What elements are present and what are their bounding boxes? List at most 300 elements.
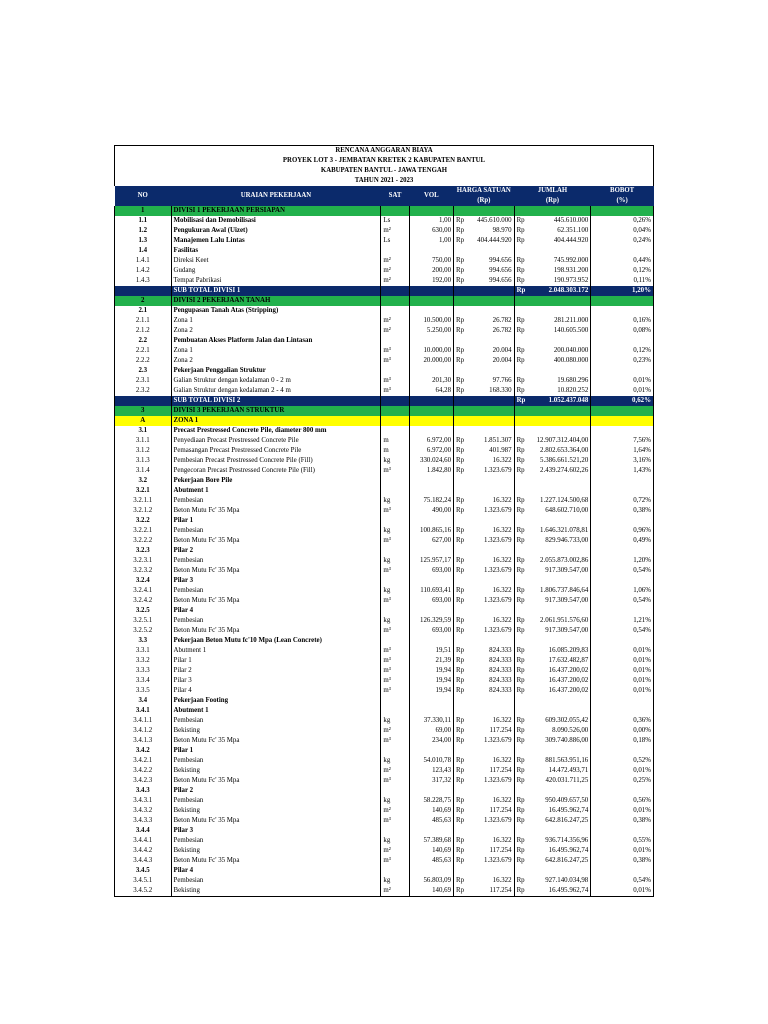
unit-price-currency xyxy=(454,246,470,256)
item-description: Pilar 4 xyxy=(171,606,381,616)
item-unit xyxy=(381,786,409,796)
total-currency: Rp xyxy=(516,457,525,464)
item-weight xyxy=(591,546,654,556)
item-description: Bekisting xyxy=(171,846,381,856)
table-row xyxy=(115,786,654,796)
total-amount: 2.802.653.364,00 xyxy=(528,446,591,456)
item-weight: 0,00% xyxy=(591,726,654,736)
total-amount xyxy=(528,866,591,876)
header-harga: HARGA SATUAN xyxy=(454,186,515,196)
item-unit: kg xyxy=(381,496,409,506)
item-weight xyxy=(591,826,654,836)
item-description: DIVISI 3 PEKERJAAN STRUKTUR xyxy=(171,406,381,416)
item-description: Abutment 1 xyxy=(171,646,381,656)
unit-price-currency: Rp xyxy=(456,817,465,824)
unit-price-currency xyxy=(454,826,470,836)
total-currency: Rp xyxy=(516,797,525,804)
item-unit xyxy=(381,476,409,486)
item-weight: 7,56% xyxy=(591,436,654,446)
total-amount: 200.040.000 xyxy=(528,346,591,356)
item-volume xyxy=(409,546,453,556)
item-unit xyxy=(381,486,409,496)
unit-price: 824.333 xyxy=(470,676,514,686)
item-volume: 627,00 xyxy=(409,536,453,546)
total-amount xyxy=(528,426,591,436)
total-amount xyxy=(528,296,591,306)
item-volume: 201,30 xyxy=(409,376,453,386)
total-currency: Rp xyxy=(516,327,525,334)
item-unit xyxy=(381,206,409,216)
item-unit: m³ xyxy=(381,566,409,576)
unit-price-currency xyxy=(454,636,470,646)
unit-price-currency: Rp xyxy=(456,647,465,654)
item-description: Direksi Keet xyxy=(171,256,381,266)
item-weight: 0,38% xyxy=(591,816,654,826)
item-number: 3.4.4 xyxy=(115,826,172,836)
unit-price-currency: Rp xyxy=(456,837,465,844)
total-amount: 917.309.547,00 xyxy=(528,626,591,636)
unit-price-currency: Rp xyxy=(456,857,465,864)
item-weight: 1,43% xyxy=(591,466,654,476)
item-weight: 1,06% xyxy=(591,586,654,596)
total-currency: Rp xyxy=(516,817,525,824)
unit-price: 994.656 xyxy=(470,276,514,286)
unit-price-currency: Rp xyxy=(456,757,465,764)
item-volume: 57.389,68 xyxy=(409,836,453,846)
total-amount: 917.309.547,00 xyxy=(528,596,591,606)
unit-price xyxy=(470,246,514,256)
unit-price-currency: Rp xyxy=(456,527,465,534)
unit-price-currency: Rp xyxy=(456,257,465,264)
total-currency: Rp xyxy=(516,837,525,844)
unit-price-currency xyxy=(454,486,470,496)
total-amount xyxy=(528,546,591,556)
item-volume: 6.972,00 xyxy=(409,446,453,456)
unit-price-currency: Rp xyxy=(456,227,465,234)
item-volume: 21,39 xyxy=(409,656,453,666)
item-number: 3.4.2 xyxy=(115,746,172,756)
item-number: 2.1 xyxy=(115,306,172,316)
item-unit: m³ xyxy=(381,346,409,356)
item-weight xyxy=(591,706,654,716)
item-unit: m³ xyxy=(381,376,409,386)
item-volume: 54.010,78 xyxy=(409,756,453,766)
total-amount xyxy=(528,476,591,486)
unit-price: 16.322 xyxy=(470,616,514,626)
item-weight: 0,08% xyxy=(591,326,654,336)
item-number: 1.4 xyxy=(115,246,172,256)
subtotal-row xyxy=(115,286,654,296)
unit-price-currency: Rp xyxy=(456,267,465,274)
unit-price-currency xyxy=(454,286,470,296)
table-row xyxy=(115,316,654,326)
item-volume: 19,94 xyxy=(409,666,453,676)
item-volume xyxy=(409,476,453,486)
table-row xyxy=(115,566,654,576)
unit-price-currency: Rp xyxy=(456,437,465,444)
table-row xyxy=(115,226,654,236)
unit-price-currency xyxy=(454,546,470,556)
table-row xyxy=(115,476,654,486)
unit-price-currency: Rp xyxy=(454,886,470,897)
total-currency: Rp xyxy=(516,877,525,884)
item-volume: 140,69 xyxy=(409,886,453,897)
unit-price xyxy=(470,486,514,496)
unit-price-currency xyxy=(454,426,470,436)
item-number: 1.1 xyxy=(115,216,172,226)
item-weight: 0,01% xyxy=(591,846,654,856)
item-unit: kg xyxy=(381,756,409,766)
table-row xyxy=(115,876,654,886)
unit-price-currency: Rp xyxy=(456,847,465,854)
table-row xyxy=(115,326,654,336)
item-unit: m³ xyxy=(381,666,409,676)
item-description: Bekisting xyxy=(171,886,381,897)
item-unit: m³ xyxy=(381,646,409,656)
unit-price-currency: Rp xyxy=(456,717,465,724)
item-description: Beton Mutu Fc' 35 Mpa xyxy=(171,566,381,576)
item-description: Pembesian xyxy=(171,616,381,626)
item-volume: 37.330,11 xyxy=(409,716,453,726)
item-number: 3.4.4.3 xyxy=(115,856,172,866)
item-weight: 0,54% xyxy=(591,876,654,886)
unit-price-currency: Rp xyxy=(456,687,465,694)
item-description: Beton Mutu Fc' 35 Mpa xyxy=(171,596,381,606)
item-description: Penyediaan Precast Prestressed Concrete Pile xyxy=(171,436,381,446)
total-currency: Rp xyxy=(516,387,525,394)
item-weight: 3,16% xyxy=(591,456,654,466)
table-row xyxy=(115,856,654,866)
total-amount: 1.052.437.048 xyxy=(528,396,591,406)
unit-price-currency: Rp xyxy=(456,217,465,224)
item-weight: 0,01% xyxy=(591,656,654,666)
item-description: Pilar 2 xyxy=(171,786,381,796)
item-description: DIVISI 2 PEKERJAAN TANAH xyxy=(171,296,381,306)
total-currency xyxy=(514,786,528,796)
total-currency xyxy=(514,866,528,876)
item-unit: m³ xyxy=(381,676,409,686)
title-line: PROYEK LOT 3 - JEMBATAN KRETEK 2 KABUPATEN BANTUL xyxy=(115,156,654,166)
table-row xyxy=(115,516,654,526)
item-number: 3.4.5.2 xyxy=(115,886,172,897)
title-line: RENCANA ANGGARAN BIAYA xyxy=(115,146,654,157)
item-volume: 693,00 xyxy=(409,626,453,636)
item-volume: 693,00 xyxy=(409,566,453,576)
total-currency xyxy=(514,516,528,526)
unit-price-currency: Rp xyxy=(456,497,465,504)
item-unit: m² xyxy=(381,326,409,336)
item-number xyxy=(115,396,172,406)
item-weight: 0,52% xyxy=(591,756,654,766)
item-description: Pilar 3 xyxy=(171,676,381,686)
item-number: 3.2.5 xyxy=(115,606,172,616)
unit-price: 117.254 xyxy=(470,846,514,856)
item-number: 3.2.5.1 xyxy=(115,616,172,626)
item-weight: 0,72% xyxy=(591,496,654,506)
unit-price xyxy=(470,516,514,526)
total-currency: Rp xyxy=(516,557,525,564)
unit-price: 824.333 xyxy=(470,666,514,676)
item-description: Pilar 1 xyxy=(171,516,381,526)
unit-price: 16.322 xyxy=(470,556,514,566)
item-description: Bekisting xyxy=(171,766,381,776)
unit-price-currency: Rp xyxy=(456,617,465,624)
item-unit: m³ xyxy=(381,736,409,746)
unit-price-currency: Rp xyxy=(456,567,465,574)
item-number: 3.1 xyxy=(115,426,172,436)
item-weight: 0,16% xyxy=(591,316,654,326)
item-volume: 19,94 xyxy=(409,676,453,686)
total-amount xyxy=(528,706,591,716)
item-description: Pilar 4 xyxy=(171,866,381,876)
total-amount: 420.031.711,25 xyxy=(528,776,591,786)
unit-price xyxy=(470,396,514,406)
total-amount xyxy=(528,306,591,316)
unit-price-currency xyxy=(454,606,470,616)
table-row xyxy=(115,496,654,506)
unit-price xyxy=(470,476,514,486)
unit-price-currency: Rp xyxy=(456,797,465,804)
unit-price-currency: Rp xyxy=(456,457,465,464)
item-unit xyxy=(381,866,409,876)
item-number: 1.3 xyxy=(115,236,172,246)
total-currency: Rp xyxy=(516,587,525,594)
unit-price xyxy=(470,746,514,756)
item-volume: 19,51 xyxy=(409,646,453,656)
unit-price-currency xyxy=(454,206,470,216)
total-amount: 190.973.952 xyxy=(528,276,591,286)
unit-price xyxy=(470,366,514,376)
item-weight: 0,62% xyxy=(591,396,654,406)
unit-price xyxy=(470,866,514,876)
unit-price: 824.333 xyxy=(470,686,514,696)
unit-price xyxy=(470,296,514,306)
item-description: Pengecoran Precast Prestressed Concrete Pile (Fill) xyxy=(171,466,381,476)
unit-price xyxy=(470,786,514,796)
unit-price: 20.004 xyxy=(470,346,514,356)
item-description: Pembesian xyxy=(171,526,381,536)
total-amount: 19.680.296 xyxy=(528,376,591,386)
total-currency: Rp xyxy=(514,286,528,296)
item-number: 3.1.4 xyxy=(115,466,172,476)
total-currency: Rp xyxy=(516,497,525,504)
table-row xyxy=(115,556,654,566)
item-unit: m³ xyxy=(381,536,409,546)
item-description: Zona 2 xyxy=(171,356,381,366)
total-amount: 17.632.482,87 xyxy=(528,656,591,666)
unit-price-currency: Rp xyxy=(456,657,465,664)
total-amount: 14.472.493,71 xyxy=(528,766,591,776)
total-amount: 140.605.500 xyxy=(528,326,591,336)
item-weight xyxy=(591,296,654,306)
item-description: Beton Mutu Fc' 35 Mpa xyxy=(171,626,381,636)
item-volume: 192,00 xyxy=(409,276,453,286)
unit-price: 1.323.679 xyxy=(470,736,514,746)
item-weight: 0,24% xyxy=(591,236,654,246)
item-description: Pilar 2 xyxy=(171,666,381,676)
item-unit xyxy=(381,246,409,256)
table-row xyxy=(115,826,654,836)
item-unit: m³ xyxy=(381,466,409,476)
item-description: Pilar 3 xyxy=(171,576,381,586)
item-description: ZONA 1 xyxy=(171,416,381,426)
total-currency xyxy=(514,706,528,716)
unit-price-currency: Rp xyxy=(456,277,465,284)
item-number: 1.4.1 xyxy=(115,256,172,266)
header-bobot-unit: (%) xyxy=(591,196,654,206)
item-number: 3.4.3.3 xyxy=(115,816,172,826)
total-currency: Rp xyxy=(516,267,525,274)
unit-price xyxy=(470,206,514,216)
unit-price-currency: Rp xyxy=(456,727,465,734)
item-number: 3.1.3 xyxy=(115,456,172,466)
item-unit: m³ xyxy=(381,816,409,826)
item-weight xyxy=(591,406,654,416)
total-amount: 2.055.873.002,86 xyxy=(528,556,591,566)
table-row xyxy=(115,676,654,686)
item-weight: 0,36% xyxy=(591,716,654,726)
item-unit: kg xyxy=(381,796,409,806)
item-description: Galian Struktur dengan kedalaman 0 - 2 m xyxy=(171,376,381,386)
unit-price xyxy=(470,576,514,586)
item-weight xyxy=(591,696,654,706)
item-weight: 0,01% xyxy=(591,676,654,686)
item-description: Abutment 1 xyxy=(171,486,381,496)
item-volume xyxy=(409,606,453,616)
item-weight: 0,26% xyxy=(591,216,654,226)
total-currency xyxy=(514,366,528,376)
item-description: Pengukuran Awal (Uizet) xyxy=(171,226,381,236)
item-unit: Ls xyxy=(381,216,409,226)
item-volume: 20.000,00 xyxy=(409,356,453,366)
item-number: 2.3 xyxy=(115,366,172,376)
unit-price xyxy=(470,336,514,346)
table-row xyxy=(115,246,654,256)
item-unit: kg xyxy=(381,556,409,566)
table-row xyxy=(115,266,654,276)
table-row xyxy=(115,426,654,436)
item-volume: 140,69 xyxy=(409,806,453,816)
table-row xyxy=(115,536,654,546)
total-currency: Rp xyxy=(516,347,525,354)
item-unit xyxy=(381,296,409,306)
subtotal-row xyxy=(115,396,654,406)
unit-price: 1.323.679 xyxy=(470,566,514,576)
unit-price-currency: Rp xyxy=(456,317,465,324)
unit-price: 16.322 xyxy=(470,756,514,766)
item-number: 2.1.2 xyxy=(115,326,172,336)
item-weight: 0,01% xyxy=(591,686,654,696)
item-number: 3.4.1.3 xyxy=(115,736,172,746)
total-currency xyxy=(514,406,528,416)
item-volume xyxy=(409,866,453,876)
total-amount: 404.444.920 xyxy=(528,236,591,246)
item-volume: 693,00 xyxy=(409,596,453,606)
unit-price: 994.656 xyxy=(470,266,514,276)
unit-price-currency: Rp xyxy=(456,877,465,884)
table-row xyxy=(115,766,654,776)
item-volume: 200,00 xyxy=(409,266,453,276)
item-volume: 1,00 xyxy=(409,236,453,246)
total-amount xyxy=(528,486,591,496)
unit-price: 16.322 xyxy=(470,586,514,596)
item-weight: 0,38% xyxy=(591,856,654,866)
unit-price-currency xyxy=(454,746,470,756)
unit-price-currency xyxy=(454,366,470,376)
item-description: Pilar 1 xyxy=(171,656,381,666)
item-number: 3.2.4 xyxy=(115,576,172,586)
unit-price-currency xyxy=(454,576,470,586)
unit-price: 1.323.679 xyxy=(470,856,514,866)
item-weight: 1,20% xyxy=(591,556,654,566)
total-currency: Rp xyxy=(516,357,525,364)
item-number: 2.2.2 xyxy=(115,356,172,366)
table-row xyxy=(115,706,654,716)
item-weight: 0,38% xyxy=(591,506,654,516)
unit-price: 16.322 xyxy=(470,716,514,726)
item-weight xyxy=(591,366,654,376)
table-row xyxy=(115,456,654,466)
item-unit: m² xyxy=(381,846,409,856)
total-currency: Rp xyxy=(516,377,525,384)
item-number: 3.4.5 xyxy=(115,866,172,876)
unit-price: 1.323.679 xyxy=(470,536,514,546)
unit-price xyxy=(470,426,514,436)
item-number: 3.2.5.2 xyxy=(115,626,172,636)
item-number: 3.3 xyxy=(115,636,172,646)
total-currency xyxy=(514,306,528,316)
item-volume xyxy=(409,516,453,526)
division-row xyxy=(115,296,654,306)
unit-price-currency xyxy=(454,706,470,716)
item-number xyxy=(115,286,172,296)
table-row xyxy=(115,526,654,536)
total-amount xyxy=(528,366,591,376)
unit-price: 1.323.679 xyxy=(470,506,514,516)
item-unit: kg xyxy=(381,526,409,536)
total-currency xyxy=(514,486,528,496)
total-currency: Rp xyxy=(516,847,525,854)
item-number: 3.2.4.1 xyxy=(115,586,172,596)
table-row xyxy=(115,596,654,606)
item-unit: m³ xyxy=(381,506,409,516)
total-amount: 609.302.055,42 xyxy=(528,716,591,726)
table-row xyxy=(115,576,654,586)
total-amount: 12.907.312.404,00 xyxy=(528,436,591,446)
item-description: Pemasangan Precast Prestressed Concrete Pile xyxy=(171,446,381,456)
item-volume: 10.500,00 xyxy=(409,316,453,326)
item-description: SUB TOTAL DIVISI 2 xyxy=(171,396,381,406)
unit-price: 20.004 xyxy=(470,356,514,366)
table-row xyxy=(115,256,654,266)
item-number: 3.2.2.1 xyxy=(115,526,172,536)
total-amount: 62.351.100 xyxy=(528,226,591,236)
table-row xyxy=(115,696,654,706)
total-amount xyxy=(528,826,591,836)
item-volume: 140,69 xyxy=(409,846,453,856)
total-currency: Rp xyxy=(516,257,525,264)
table-row xyxy=(115,546,654,556)
total-currency: Rp xyxy=(516,597,525,604)
total-currency: Rp xyxy=(516,617,525,624)
total-currency: Rp xyxy=(516,857,525,864)
item-description: Bekisting xyxy=(171,726,381,736)
table-row xyxy=(115,646,654,656)
item-volume: 1,00 xyxy=(409,216,453,226)
table-row xyxy=(115,816,654,826)
total-currency: Rp xyxy=(516,277,525,284)
item-number: 3.4.1.1 xyxy=(115,716,172,726)
